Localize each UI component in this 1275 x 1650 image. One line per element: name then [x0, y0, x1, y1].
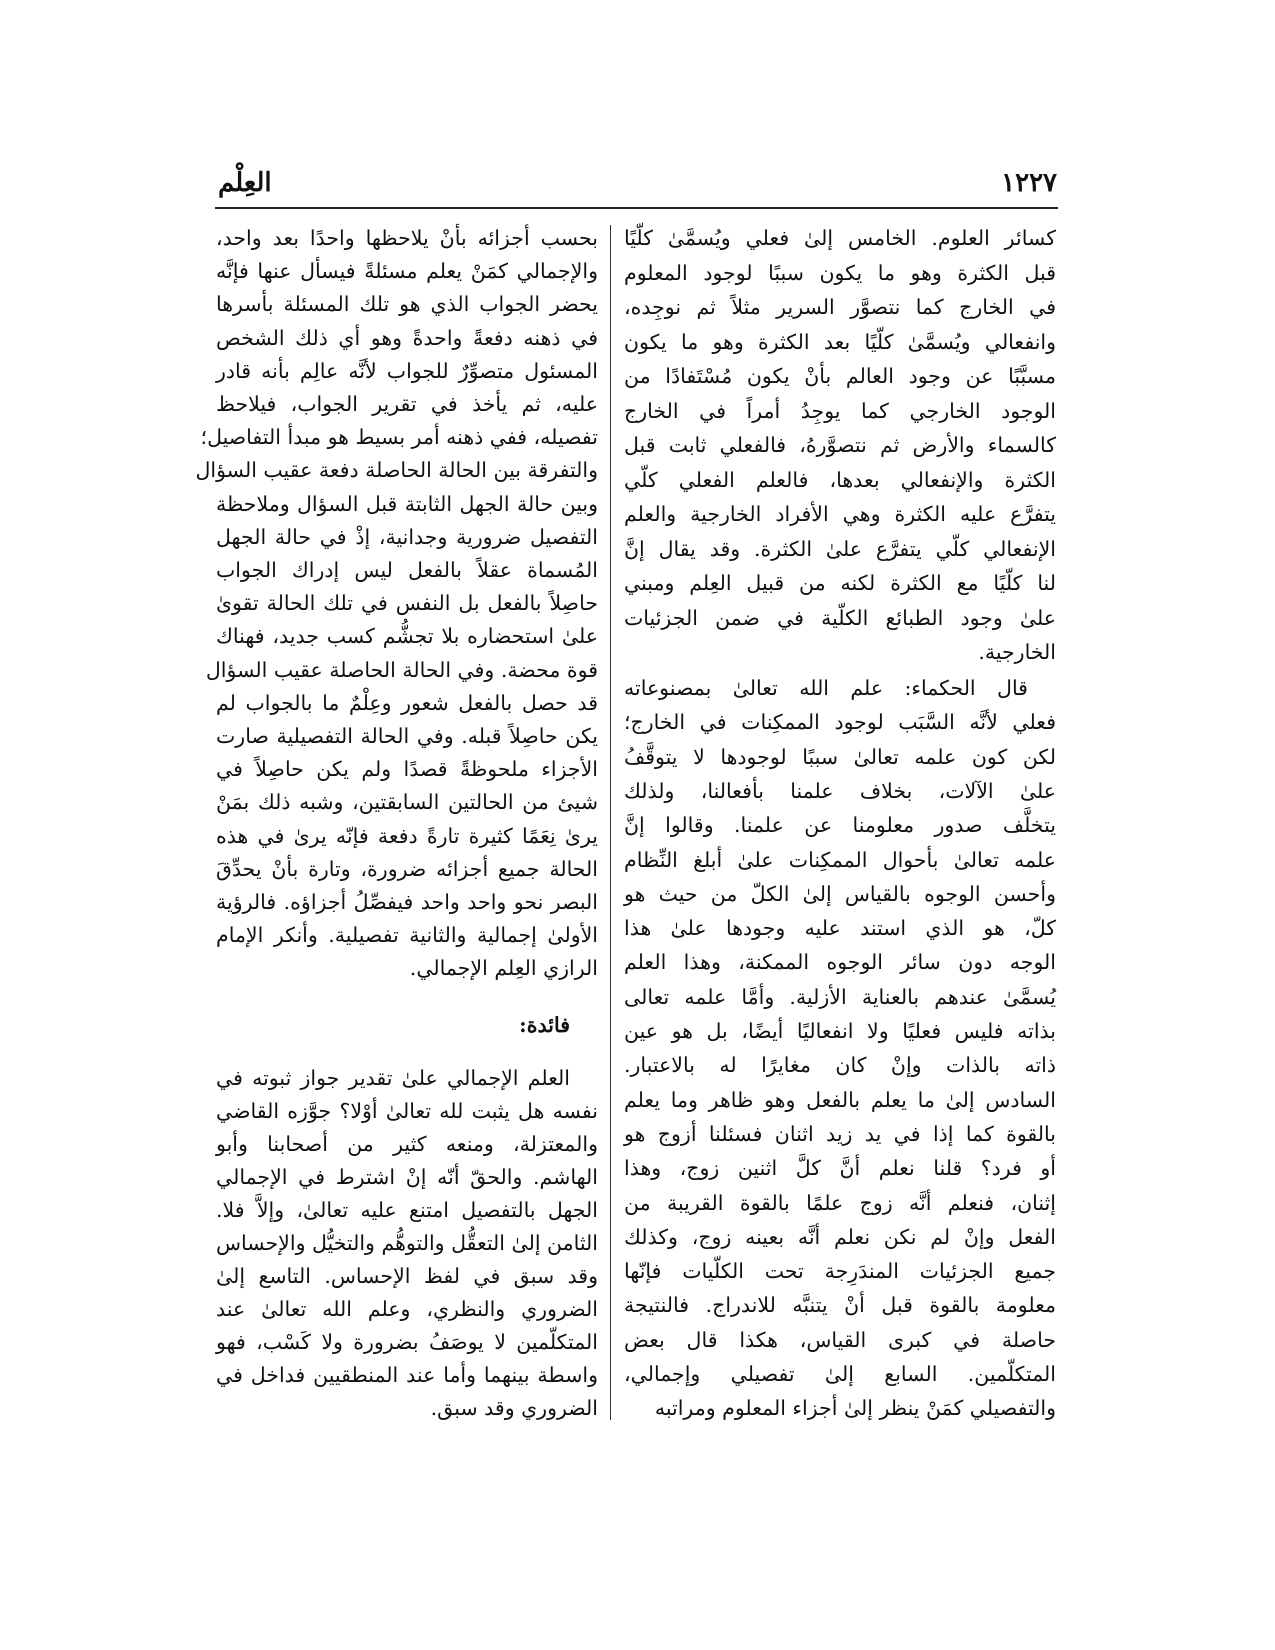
text-line: الأجزاء ملحوظةً قصدًا ولم يكن حاصِلاً في: [216, 757, 598, 782]
text-line: والمعتزلة، ومنعه كثير من أصحابنا وأبو: [216, 1132, 598, 1156]
text-line: المتكلّمين لا يوصَفُ بضرورة ولا كَسْب، فهو: [216, 1330, 598, 1354]
text-line: وقد سبق في لفظ الإحساس. التاسع إلىٰ: [216, 1264, 598, 1288]
text-line: حاصلة في كبرى القياس، هكذا قال بعض: [624, 1327, 1056, 1352]
text-line: لنا كلّيًا مع الكثرة لكنه من قبيل العِلم ومبني: [624, 571, 1056, 595]
text-line: بذاته فليس فعليًا ولا انفعاليًا أيضًا، بل هو عين: [624, 1019, 1056, 1043]
subheading: فائدة:: [519, 1013, 570, 1037]
page-number: ١٢٢٧: [1001, 168, 1057, 198]
text-line: الهاشم. والحقّ أنّه إنْ اشترط في الإجمالي: [216, 1165, 598, 1189]
text-line: قبل الكثرة وهو ما يكون سببًا لوجود المعلوم: [624, 260, 1056, 285]
text-line: يُسمَّىٰ عندهم بالعناية الأزلية. وأمَّا علمه تعالى: [624, 984, 1056, 1009]
text-line: الحالة جميع أجزائه ضرورة، وتارة بأنْ يحدِّقَ: [216, 856, 598, 881]
text-line: ذاته بالذات وإنْ كان مغايرًا له بالاعتبار.: [624, 1053, 1056, 1078]
text-line: واسطة بينهما وأما عند المنطقيين فداخل في: [216, 1363, 598, 1387]
text-line: الجهل بالتفصيل امتنع عليه تعالىٰ، وإلاَّ فلا.: [216, 1198, 598, 1222]
text-line: علىٰ استحضاره بلا تجشُّم كسب جديد، فهناك: [216, 624, 598, 649]
text-line: والتفرقة بين الحالة الحاصلة دفعة عقيب السؤال: [195, 458, 598, 483]
text-line: عليه، ثم يأخذ في تقرير الجواب، فيلاحظ: [216, 392, 598, 416]
text-line: لكن كون علمه تعالىٰ سببًا لوجودها لا يتوقَّفُ: [624, 744, 1056, 769]
text-line: معلومة بالقوة قبل أنْ يتنبَّه للاندراج. فالنتيجة: [624, 1293, 1056, 1318]
text-line: بحسب أجزائه بأنْ يلاحظها واحدًا بعد واحد،: [216, 226, 598, 250]
text-line: السادس إلىٰ ما يعلم بالفعل وهو ظاهر وما يعلم: [624, 1087, 1056, 1112]
text-line: الثامن إلىٰ التعقُّل والتوهُّم والتخيُّل والإحساس: [215, 1231, 598, 1255]
text-line: والتفصيلي كمَنْ ينظر إلىٰ أجزاء المعلوم ومراتبه: [654, 1396, 1056, 1421]
column-divider: [610, 225, 611, 1420]
text-line: جميع الجزئيات المندَرِجة تحت الكلّيات فإنّها: [624, 1259, 1056, 1284]
text-line: الخارجية.: [978, 640, 1056, 664]
text-line: كلّ، هو الذي استند عليه وجودها علىٰ هذا: [624, 916, 1056, 941]
text-line: الضروري والنظري، وعلم الله تعالىٰ عند: [216, 1297, 598, 1321]
text-line: في ذهنه دفعةً واحدةً وهو أي ذلك الشخص: [216, 325, 598, 350]
text-line: بالقوة كما إذا في يد زيد اثنان فسئلنا أزوج هو: [624, 1121, 1056, 1146]
text-line: قوة محضة. وفي الحالة الحاصلة عقيب السؤال: [205, 657, 598, 682]
text-line: الضروري وقد سبق.: [430, 1396, 598, 1420]
text-line: وأحسن الوجوه بالقياس إلىٰ الكلّ من حيث هو: [624, 881, 1056, 906]
text-line: نفسه هل يثبت لله تعالىٰ أوْلا؟ جوَّزه القاضي: [216, 1099, 598, 1123]
text-line: التفصيل ضرورية وجدانية، إذْ في حالة الجهل: [216, 524, 598, 549]
text-line: المسئول متصوِّرٌ للجواب لأنَّه عالِم بأنه قادر: [216, 358, 598, 383]
text-line: الرازي العِلم الإجمالي.: [409, 956, 598, 981]
text-line: المُسماة عقلاً بالفعل ليس إدراك الجواب: [216, 558, 598, 582]
text-line: يكن حاصِلاً قبله. وفي الحالة التفصيلية صارت: [216, 724, 598, 748]
text-line: شيئ من الحالتين السابقتين، وشبه ذلك بمَنْ: [216, 790, 598, 815]
text-line: والإجمالي كمَنْ يعلم مسئلةً فيسأل عنها فإنَّه: [216, 259, 598, 284]
text-line: يحضر الجواب الذي هو تلك المسئلة بأسرها: [216, 292, 598, 317]
text-line: يرىٰ نِعَمًا كثيرة تارةً دفعة فإنّه يرىٰ في هذه: [216, 823, 598, 848]
text-line: قد حصل بالفعل شعور وعِلْمٌ ما بالجواب لم: [216, 690, 598, 715]
text-line: كالسماء والأرض ثم نتصوَّرهُ، فالفعلي ثابت قبل: [624, 433, 1056, 457]
text-line: قال الحكماء: علم الله تعالىٰ بمصنوعاته: [624, 676, 1028, 700]
text-line: فعلي لأنَّه السَّبَب لوجود الممكِنات في الخارج؛: [624, 710, 1056, 735]
text-line: في الخارج كما نتصوَّر السرير مثلاً ثم نوجِده،: [624, 295, 1056, 319]
text-line: الكثرة والإنفعالي بعدها، فالعلم الفعلي كلّي: [624, 467, 1056, 492]
text-line: الأولىٰ إجمالية والثانية تفصيلية. وأنكر الإمام: [216, 923, 598, 948]
text-line: علىٰ الآلات، بخلاف علمنا بأفعالنا، ولذلك: [624, 778, 1056, 803]
text-line: كسائر العلوم. الخامس إلىٰ فعلي ويُسمَّىٰ كلّيًا: [624, 226, 1056, 250]
text-line: مسبَّبًا عن وجود العالم بأنْ يكون مُسْتَفادًا من: [624, 364, 1056, 388]
text-line: المتكلّمين. السابع إلىٰ تفصيلي وإجمالي،: [624, 1362, 1056, 1386]
text-line: العلم الإجمالي علىٰ تقدير جواز ثبوته في: [216, 1066, 570, 1090]
text-line: يتخلَّف صدور معلومنا عن علمنا. وقالوا إنَّ: [624, 813, 1056, 838]
text-line: البصر نحو واحد واحد فيفصِّلُ أجزاؤه. فالرؤية: [216, 890, 598, 914]
text-line: حاصِلاً بالفعل بل النفس في تلك الحالة تقوىٰ: [216, 591, 598, 616]
text-line: علمه تعالىٰ بأحوال الممكِنات علىٰ أبلغ النِّظام: [624, 847, 1056, 872]
text-line: الوجه دون سائر الوجوه الممكنة، وهذا العلم: [624, 950, 1056, 975]
text-line: تفصيله، ففي ذهنه أمر بسيط هو مبدأ التفاصيل؛: [200, 425, 598, 450]
text-line: إثنان، فنعلم أنَّه زوج علمًا بالقوة القريبة من: [624, 1190, 1056, 1215]
text-line: وانفعالي ويُسمَّىٰ كلّيًا بعد الكثرة وهو ما يكون: [624, 329, 1056, 354]
text-line: وبين حالة الجهل الثابتة قبل السؤال وملاحظة: [216, 491, 598, 516]
text-line: الفعل وإنْ لم نكن نعلم أنَّه بعينه زوج، وكذلك: [624, 1224, 1056, 1249]
text-line: يتفرَّع عليه الكثرة وهي الأفراد الخارجية والعلم: [624, 502, 1056, 526]
text-line: الإنفعالي كلّي يتفرَّع علىٰ الكثرة. وقد يقال إنَّ: [624, 536, 1056, 561]
text-line: علىٰ وجود الطبائع الكلّية في ضمن الجزئيات: [624, 605, 1056, 630]
text-line: الوجود الخارجي كما يوجِدُ أمراً في الخارج: [624, 398, 1056, 423]
text-line: أو فرد؟ قلنا نعلم أنَّ كلَّ اثنين زوج، وهذا: [624, 1156, 1056, 1181]
header-rule: [215, 207, 1058, 209]
running-title: العِلْم: [218, 168, 272, 198]
